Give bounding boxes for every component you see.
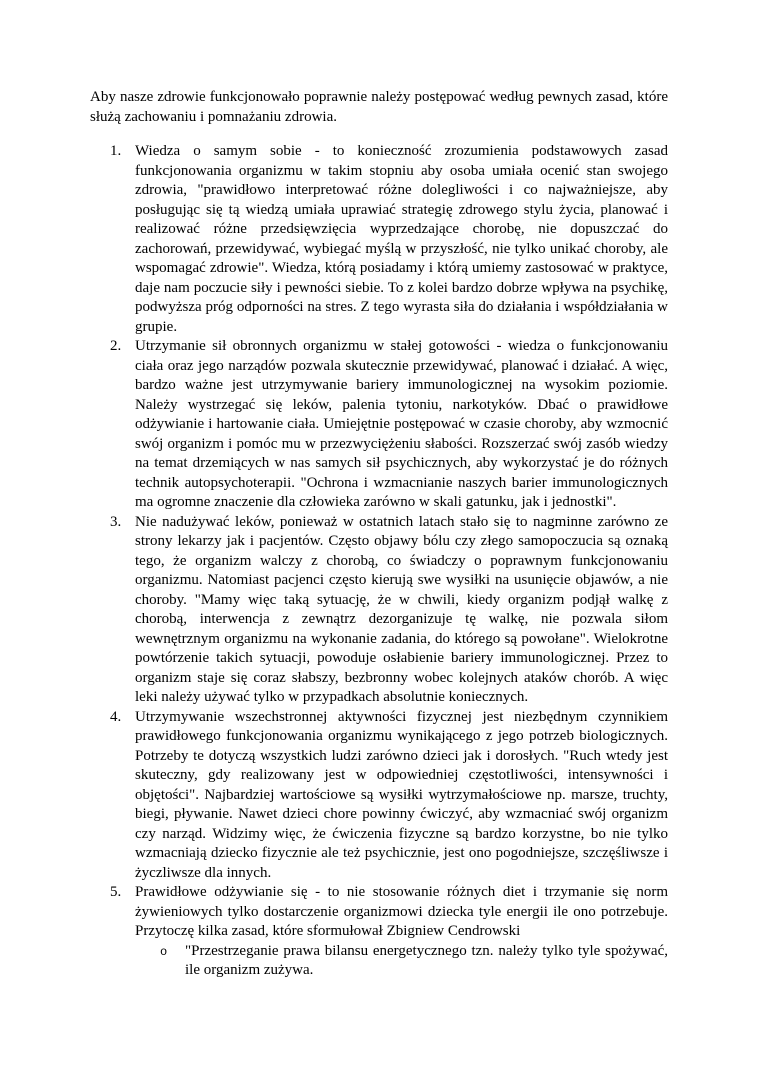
numbered-list: [90, 142, 668, 981]
list-item-5-text: Prawidłowe odżywianie się - to nie stosowanie różnych diet i trzymanie się norm żywieniowych tylko dostarczenie organizmowi dziecka tyle energii ile ono potrzebuje. Przytoczę kilka zasad, które sformułował Zbigniew Cendrowski: [135, 884, 668, 939]
list-item-1-number: 1.: [110, 143, 122, 159]
list-item-4: [90, 708, 668, 884]
list-item-3-number: 3.: [110, 513, 122, 530]
list-item-1: [90, 142, 668, 337]
list-item-2-number: 2.: [110, 338, 122, 354]
list-item-3: [90, 513, 668, 708]
sub-bullet-marker: o: [160, 944, 168, 959]
sub-list-item-1-text: "Przestrzeganie prawa bilansu energetycznego tzn. należy tylko tyle spożywać, ile organizm zużywa.: [185, 942, 668, 978]
list-item-3-text: Nie nadużywać leków, ponieważ w ostatnich latach stało się to nagminne zarówno ze strony lekarzy jak i pacjentów. Często objawy bólu czy złego samopoczucia są oznaką tego, że organizm walczy z chorobą, co świadczy o poprawnym funkcjonowaniu organizmu. Natomiast pacjenci często kierują swe wysiłki na usunięcie objawów, a nie choroby. "Mamy więc taką sytuację, że w chwili, kiedy organizm podjął walkę z chorobą, interwencja z zewnątrz dezorganizuje tę walkę, nie pozwala siłom wewnętrznym organizmu na wykonanie zadania, do którego są powołane". Wielokrotne powtórzenie takich sytuacji, powoduje osłabienie bariery immunologicznej. Przez to organizm staje się coraz słabszy, bezbronny wobec kolejnych ataków chorób. A więc leki należy używać tylko w przypadkach absolutnie koniecznych.: [135, 513, 668, 705]
list-item-5-number: 5.: [110, 884, 122, 900]
list-item-2: [90, 337, 668, 513]
intro-paragraph: Aby nasze zdrowie funkcjonowało poprawnie należy postępować według pewnych zasad, które służą zachowaniu i pomnażaniu zdrowia.: [90, 89, 668, 125]
list-item-4-text: Utrzymywanie wszechstronnej aktywności fizycznej jest niezbędnym czynnikiem prawidłowego funkcjonowania organizmu wynikającego z jego potrzeb biologicznych. Potrzeby te dotyczą wszystkich ludzi zarówno dzieci jak i dorosłych. "Ruch wtedy jest skuteczny, gdy realizowany jest w odpowiedniej częstotliwości, intensywności i objętości". Najbardziej wartościowe są wysiłki wytrzymałościowe np. marsze, truchty, biegi, pływanie. Nawet dzieci chore powinny ćwiczyć, aby wzmacniać swój organizm czy narząd. Widzimy więc, że ćwiczenia fizyczne są bardzo korzystne, bo nie tylko wzmacniają dziecko fizycznie ale też psychicznie, jest ono pogodniejsze, szczęśliwsze i życzliwsze dla innych.: [135, 708, 668, 881]
list-item-2-text: Utrzymanie sił obronnych organizmu w stałej gotowości - wiedza o funkcjonowaniu ciała oraz jego narządów pozwala skutecznie przewidywać, planować i działać. A więc, bardzo ważne jest utrzymywanie bariery immunologicznej na wysokim poziomie. Należy wystrzegać się leków, palenia tytoniu, narkotyków. Dbać o prawidłowe odżywianie i hartowanie ciała. Umiejętnie postępować w czasie choroby, aby wzmocnić swój organizm i pomóc mu w przezwyciężeniu słabości. Rozszerzać swój zasób wiedzy na temat drzemiących w nas samych sił psychicznych, aby wykorzystać je do różnych technik autopsychoterapii. "Ochrona i wzmacnianie naszych barier immunologicznych ma ogromne znaczenie dla człowieka zarówno w skali gatunku, jak i jednostki".: [135, 338, 668, 510]
sub-list-item-1: [90, 942, 668, 981]
list-item-4-number: 4.: [110, 708, 122, 725]
list-item-5: [90, 883, 668, 942]
list-item-1-text: Wiedza o samym sobie - to konieczność zrozumienia podstawowych zasad funkcjonowania organizmu w takim stopniu aby osoba umiała ocenić stan swojego zdrowia, "prawidłowo interpretować różne dolegliwości i co najważniejsze, aby posługując się tą wiedzą umiała uprawiać strategię zdrowego stylu życia, planować i realizować różne przedsięwzięcia wyprzedzające chorobę, nie dopuszczać do zachorowań, przewidywać, wybiegać myślą w przyszłość, nie tylko unikać choroby, ale wspomagać zdrowie". Wiedza, którą posiadamy i którą umiemy zastosować w praktyce, daje nam poczucie siły i pewności siebie. To z kolei bardzo dobrze wpływa na psychikę, podwyższa próg odporności na stres. Z tego wyrasta siła do działania i współdziałania w grupie.: [135, 143, 668, 335]
